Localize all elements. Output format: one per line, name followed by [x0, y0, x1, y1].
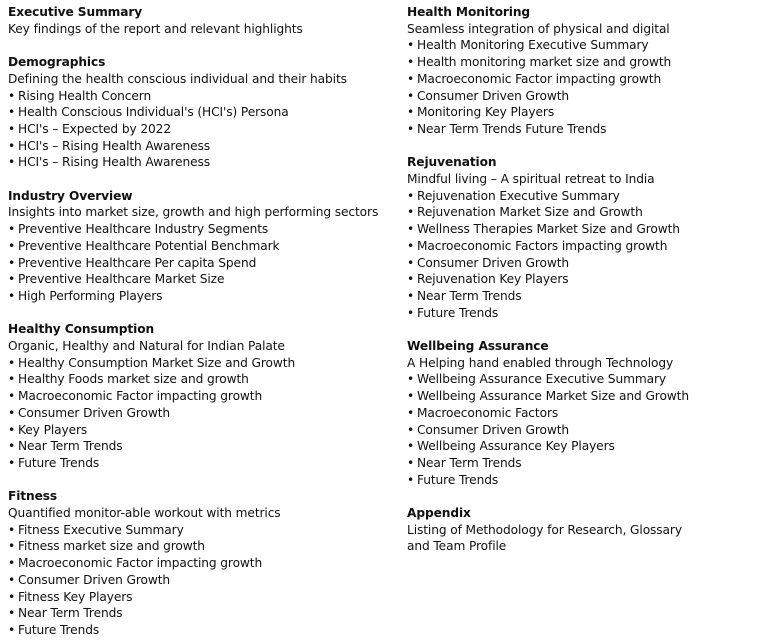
bullet-item [8, 255, 390, 272]
section-heading: Healthy Consumption [8, 322, 155, 337]
section-description: Listing of Methodology for Research, Glossary and Team Profile [407, 522, 682, 554]
section-heading: Fitness [8, 489, 58, 504]
bullet-item [407, 204, 757, 221]
bullet-icon: • [407, 389, 415, 404]
bullet-item [8, 605, 390, 622]
section-fitness [8, 488, 390, 638]
bullet-item [8, 88, 390, 105]
bullet-item [8, 271, 390, 288]
bullet-item [8, 622, 390, 639]
bullet-icon: • [407, 472, 415, 487]
bullet-text: Macroeconomic Factors impacting growth [417, 238, 668, 253]
section-demographics [8, 54, 390, 171]
bullet-text: Future Trends [417, 305, 499, 320]
section-description: Defining the health conscious individual and their habits [8, 71, 347, 86]
bullet-text: Near Term Trends [417, 455, 522, 470]
bullet-icon: • [8, 522, 16, 537]
section-wellbeing-assurance [407, 338, 757, 488]
bullet-icon: • [8, 606, 16, 621]
bullet-item [8, 371, 390, 388]
section-heading: Industry Overview [8, 188, 133, 203]
bullet-text: Macroeconomic Factor impacting growth [417, 71, 662, 86]
bullet-item [407, 271, 757, 288]
section-description: A Helping hand enabled through Technology [407, 355, 674, 370]
section-description: Seamless integration of physical and digital [407, 21, 670, 36]
bullet-icon: • [8, 238, 16, 253]
section-health-monitoring [407, 4, 757, 138]
bullet-icon: • [407, 88, 415, 103]
section-spacer [8, 472, 390, 489]
bullet-icon: • [407, 372, 415, 387]
bullet-text: Preventive Healthcare Potential Benchmark [18, 238, 280, 253]
bullet-item [407, 422, 757, 439]
bullet-item [8, 538, 390, 555]
bullet-text: Near Term Trends [417, 288, 522, 303]
bullet-text: Fitness Key Players [18, 589, 133, 604]
bullet-icon: • [8, 539, 16, 554]
section-heading: Executive Summary [8, 5, 143, 19]
bullet-icon: • [8, 589, 16, 604]
bullet-icon: • [8, 255, 16, 270]
bullet-text: HCI's – Expected by 2022 [18, 121, 171, 136]
bullet-item [407, 121, 757, 138]
bullet-icon: • [407, 205, 415, 220]
bullet-text: Macroeconomic Factor impacting growth [18, 389, 263, 404]
bullet-text: Preventive Healthcare Industry Segments [18, 222, 269, 237]
bullet-text: Monitoring Key Players [417, 105, 555, 120]
section-spacer [407, 138, 757, 155]
bullet-text: Preventive Healthcare Market Size [18, 272, 225, 287]
bullet-text: Rejuvenation Market Size and Growth [417, 205, 643, 220]
bullet-text: Near Term Trends [18, 606, 123, 621]
bullet-icon: • [407, 121, 415, 136]
bullet-item [8, 405, 390, 422]
bullet-text: Rejuvenation Key Players [417, 272, 569, 287]
bullet-icon: • [407, 188, 415, 203]
bullet-item [8, 238, 390, 255]
bullet-icon: • [8, 138, 16, 153]
bullet-item [8, 455, 390, 472]
section-executive-summary [8, 4, 390, 37]
bullet-item [407, 472, 757, 489]
section-spacer [407, 488, 757, 505]
bullet-icon: • [8, 439, 16, 454]
section-description: Organic, Healthy and Natural for Indian Palate [8, 339, 285, 354]
bullet-text: Consumer Driven Growth [18, 405, 171, 420]
bullet-item [407, 238, 757, 255]
bullet-item [407, 288, 757, 305]
bullet-icon: • [8, 572, 16, 587]
bullet-text: Consumer Driven Growth [18, 572, 171, 587]
bullet-icon: • [8, 372, 16, 387]
section-description: Insights into market size, growth and high performing sectors [8, 205, 379, 220]
bullet-text: Fitness market size and growth [18, 539, 205, 554]
bullet-text: Wellbeing Assurance Key Players [417, 439, 615, 454]
bullet-text: Near Term Trends Future Trends [417, 121, 607, 136]
section-description: Quantified monitor-able workout with metrics [8, 506, 281, 521]
bullet-item [8, 422, 390, 439]
bullet-text: Fitness Executive Summary [18, 522, 184, 537]
bullet-icon: • [407, 439, 415, 454]
section-rejuvenation [407, 154, 757, 321]
bullet-text: Health Conscious Individual's (HCI's) Persona [18, 105, 289, 120]
bullet-text: High Performing Players [18, 288, 163, 303]
bullet-item [407, 305, 757, 322]
bullet-icon: • [407, 222, 415, 237]
bullet-icon: • [407, 255, 415, 270]
bullet-text: Consumer Driven Growth [417, 255, 570, 270]
bullet-icon: • [8, 405, 16, 420]
bullet-icon: • [407, 105, 415, 120]
bullet-icon: • [8, 422, 16, 437]
bullet-item [8, 522, 390, 539]
bullet-item [407, 37, 757, 54]
bullet-icon: • [8, 105, 16, 120]
bullet-icon: • [407, 405, 415, 420]
bullet-text: Near Term Trends [18, 439, 123, 454]
bullet-item [8, 221, 390, 238]
left-column [8, 4, 390, 639]
bullet-item [8, 572, 390, 589]
bullet-item [8, 138, 390, 155]
bullet-item [8, 438, 390, 455]
section-heading: Wellbeing Assurance [407, 339, 549, 354]
bullet-icon: • [407, 38, 415, 53]
bullet-icon: • [407, 422, 415, 437]
bullet-item [407, 54, 757, 71]
bullet-item [8, 388, 390, 405]
bullet-text: Healthy Consumption Market Size and Growth [18, 355, 296, 370]
bullet-item [407, 71, 757, 88]
bullet-item [8, 104, 390, 121]
bullet-text: Rejuvenation Executive Summary [417, 188, 620, 203]
bullet-item [8, 154, 390, 171]
bullet-icon: • [8, 389, 16, 404]
section-spacer [8, 171, 390, 188]
section-spacer [8, 305, 390, 322]
bullet-item [407, 255, 757, 272]
bullet-item [8, 288, 390, 305]
right-column [407, 4, 757, 555]
bullet-icon: • [8, 88, 16, 103]
bullet-icon: • [8, 455, 16, 470]
bullet-text: Consumer Driven Growth [417, 88, 570, 103]
bullet-item [407, 371, 757, 388]
section-appendix [407, 505, 757, 555]
bullet-icon: • [8, 155, 16, 170]
section-description: Key findings of the report and relevant highlights [8, 21, 303, 36]
bullet-text: Wellbeing Assurance Market Size and Growth [417, 389, 689, 404]
bullet-text: Health Monitoring Executive Summary [417, 38, 649, 53]
section-heading: Appendix [407, 506, 471, 521]
bullet-item [407, 88, 757, 105]
bullet-text: Macroeconomic Factors [417, 405, 559, 420]
bullet-icon: • [407, 71, 415, 86]
bullet-icon: • [407, 288, 415, 303]
bullet-icon: • [407, 455, 415, 470]
bullet-item [8, 355, 390, 372]
bullet-icon: • [407, 272, 415, 287]
bullet-item [407, 455, 757, 472]
section-industry-overview [8, 188, 390, 305]
bullet-icon: • [407, 238, 415, 253]
section-spacer [407, 321, 757, 338]
section-description: Mindful living – A spiritual retreat to India [407, 172, 655, 187]
bullet-icon: • [8, 556, 16, 571]
bullet-icon: • [8, 288, 16, 303]
bullet-item [407, 388, 757, 405]
bullet-item [407, 221, 757, 238]
bullet-text: HCI's – Rising Health Awareness [18, 155, 210, 170]
bullet-text: Health monitoring market size and growth [417, 55, 672, 70]
bullet-icon: • [8, 272, 16, 287]
bullet-item [8, 589, 390, 606]
bullet-item [8, 121, 390, 138]
section-heading: Rejuvenation [407, 155, 497, 170]
bullet-item [407, 438, 757, 455]
bullet-text: Future Trends [18, 622, 100, 637]
bullet-icon: • [407, 55, 415, 70]
bullet-text: Future Trends [18, 455, 100, 470]
section-heading: Demographics [8, 55, 106, 70]
bullet-text: Wellbeing Assurance Executive Summary [417, 372, 667, 387]
bullet-text: Preventive Healthcare Per capita Spend [18, 255, 257, 270]
bullet-text: Future Trends [417, 472, 499, 487]
bullet-icon: • [8, 355, 16, 370]
bullet-item [407, 188, 757, 205]
bullet-text: Healthy Foods market size and growth [18, 372, 249, 387]
bullet-text: Consumer Driven Growth [417, 422, 570, 437]
bullet-icon: • [8, 121, 16, 136]
section-healthy-consumption [8, 321, 390, 471]
bullet-item [407, 104, 757, 121]
bullet-icon: • [407, 305, 415, 320]
bullet-item [407, 405, 757, 422]
section-heading: Health Monitoring [407, 5, 531, 19]
bullet-text: Wellness Therapies Market Size and Growth [417, 222, 680, 237]
bullet-text: Rising Health Concern [18, 88, 152, 103]
bullet-text: Macroeconomic Factor impacting growth [18, 556, 263, 571]
bullet-text: Key Players [18, 422, 88, 437]
section-spacer [8, 37, 390, 54]
bullet-icon: • [8, 222, 16, 237]
bullet-text: HCI's – Rising Health Awareness [18, 138, 210, 153]
bullet-icon: • [8, 622, 16, 637]
bullet-item [8, 555, 390, 572]
